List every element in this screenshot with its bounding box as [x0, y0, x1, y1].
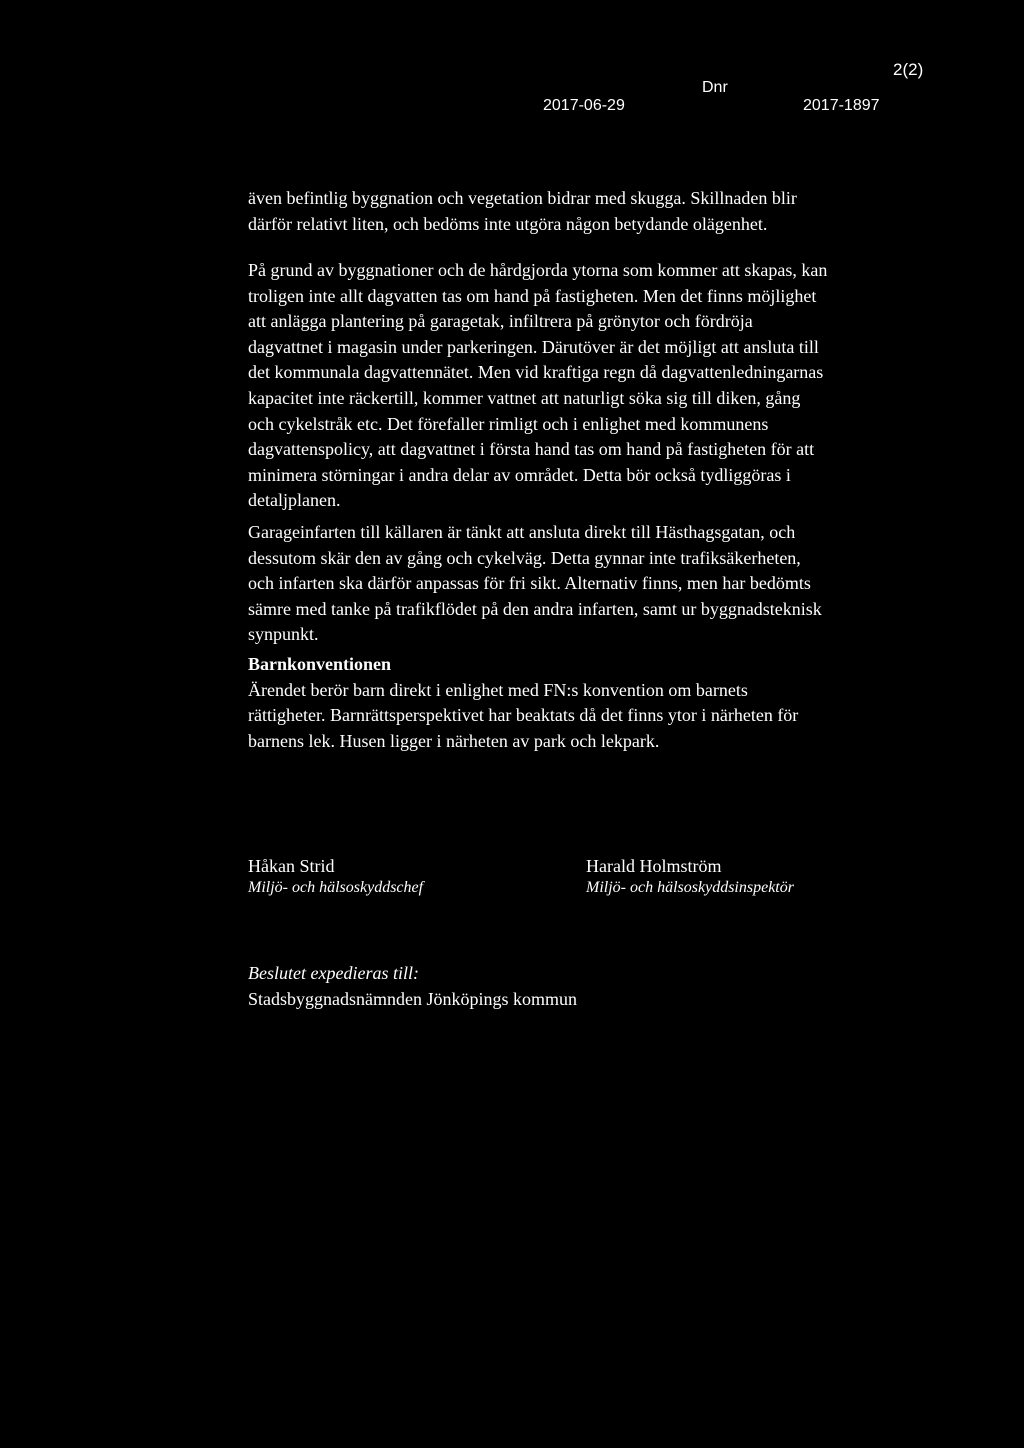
- text-line: kapacitet inte räckertill, kommer vattnet att naturligt söka sig till diken, gång: [248, 387, 801, 408]
- signature-block-left: [248, 854, 423, 898]
- text-line: dagvattnet i magasin under parkeringen. Därutöver är det möjligt att ansluta till: [248, 336, 819, 357]
- paragraph-garage: [248, 520, 948, 648]
- paragraph-stormwater: [248, 258, 948, 514]
- text-line: och infarten ska därför anpassas för fri sikt. Alternativ finns, men har bedömts: [248, 573, 811, 594]
- expedition-block: [248, 960, 577, 1012]
- text-line: detaljplanen.: [248, 490, 341, 511]
- dnr-number: 2017-1897: [803, 97, 880, 114]
- text-line: att anlägga plantering på garagetak, infiltrera på grönytor och fördröja: [248, 311, 753, 332]
- text-line: minimera störningar i andra delar av området. Detta bör också tydliggöras i: [248, 464, 791, 485]
- document-date: 2017-06-29: [543, 97, 625, 114]
- text-line: Ärendet berör barn direkt i enlighet med FN:s konvention om barnets: [248, 679, 748, 700]
- dnr-label: Dnr: [702, 79, 728, 96]
- text-line: det kommunala dagvattennätet. Men vid kraftiga regn då dagvattenledningarnas: [248, 362, 824, 383]
- paragraph-shadow: [248, 186, 948, 237]
- text-line: dagvattenspolicy, att dagvattnet i första hand tas om hand på fastigheten för att: [248, 439, 815, 460]
- text-line: troligen inte allt dagvatten tas om hand på fastigheten. Men det finns möjlighet: [248, 285, 817, 306]
- text-line: barnens lek. Husen ligger i närheten av park och lekpark.: [248, 730, 660, 751]
- text-line: och cykelstråk etc. Det förefaller rimligt och i enlighet med kommunens: [248, 413, 769, 434]
- page-number: 2(2): [893, 60, 924, 79]
- text-line: därför relativt liten, och bedöms inte utgöra någon betydande olägenhet.: [248, 213, 768, 234]
- expedition-label: Beslutet expedieras till:: [248, 963, 419, 983]
- text-line: Garageinfarten till källaren är tänkt att ansluta direkt till Hästhagsgatan, och: [248, 522, 796, 542]
- signatory-name: Håkan Strid: [248, 856, 335, 876]
- text-line: På grund av byggnationer och de hårdgjorda ytorna som kommer att skapas, kan: [248, 260, 828, 280]
- text-line: dessutom skär den av gång och cykelväg. Detta gynnar inte trafiksäkerheten,: [248, 547, 801, 568]
- text-line: rättigheter. Barnrättsperspektivet har beaktats då det finns ytor i närheten för: [248, 705, 799, 726]
- signature-block-right: [586, 854, 794, 898]
- signatory-title: Miljö- och hälsoskyddsinspektör: [586, 879, 794, 896]
- signatory-name: Harald Holmström: [586, 856, 722, 876]
- signatory-title: Miljö- och hälsoskyddschef: [248, 879, 424, 896]
- expedition-recipient: Stadsbyggnadsnämnden Jönköpings kommun: [248, 989, 577, 1009]
- text-line: även befintlig byggnation och vegetation bidrar med skugga. Skillnaden blir: [248, 188, 797, 208]
- section-barnkonventionen: [248, 652, 948, 754]
- section-heading: Barnkonventionen: [248, 654, 392, 674]
- text-line: sämre med tanke på trafikflödet på den andra infarten, samt ur byggnadsteknisk: [248, 598, 822, 619]
- text-line: synpunkt.: [248, 624, 319, 645]
